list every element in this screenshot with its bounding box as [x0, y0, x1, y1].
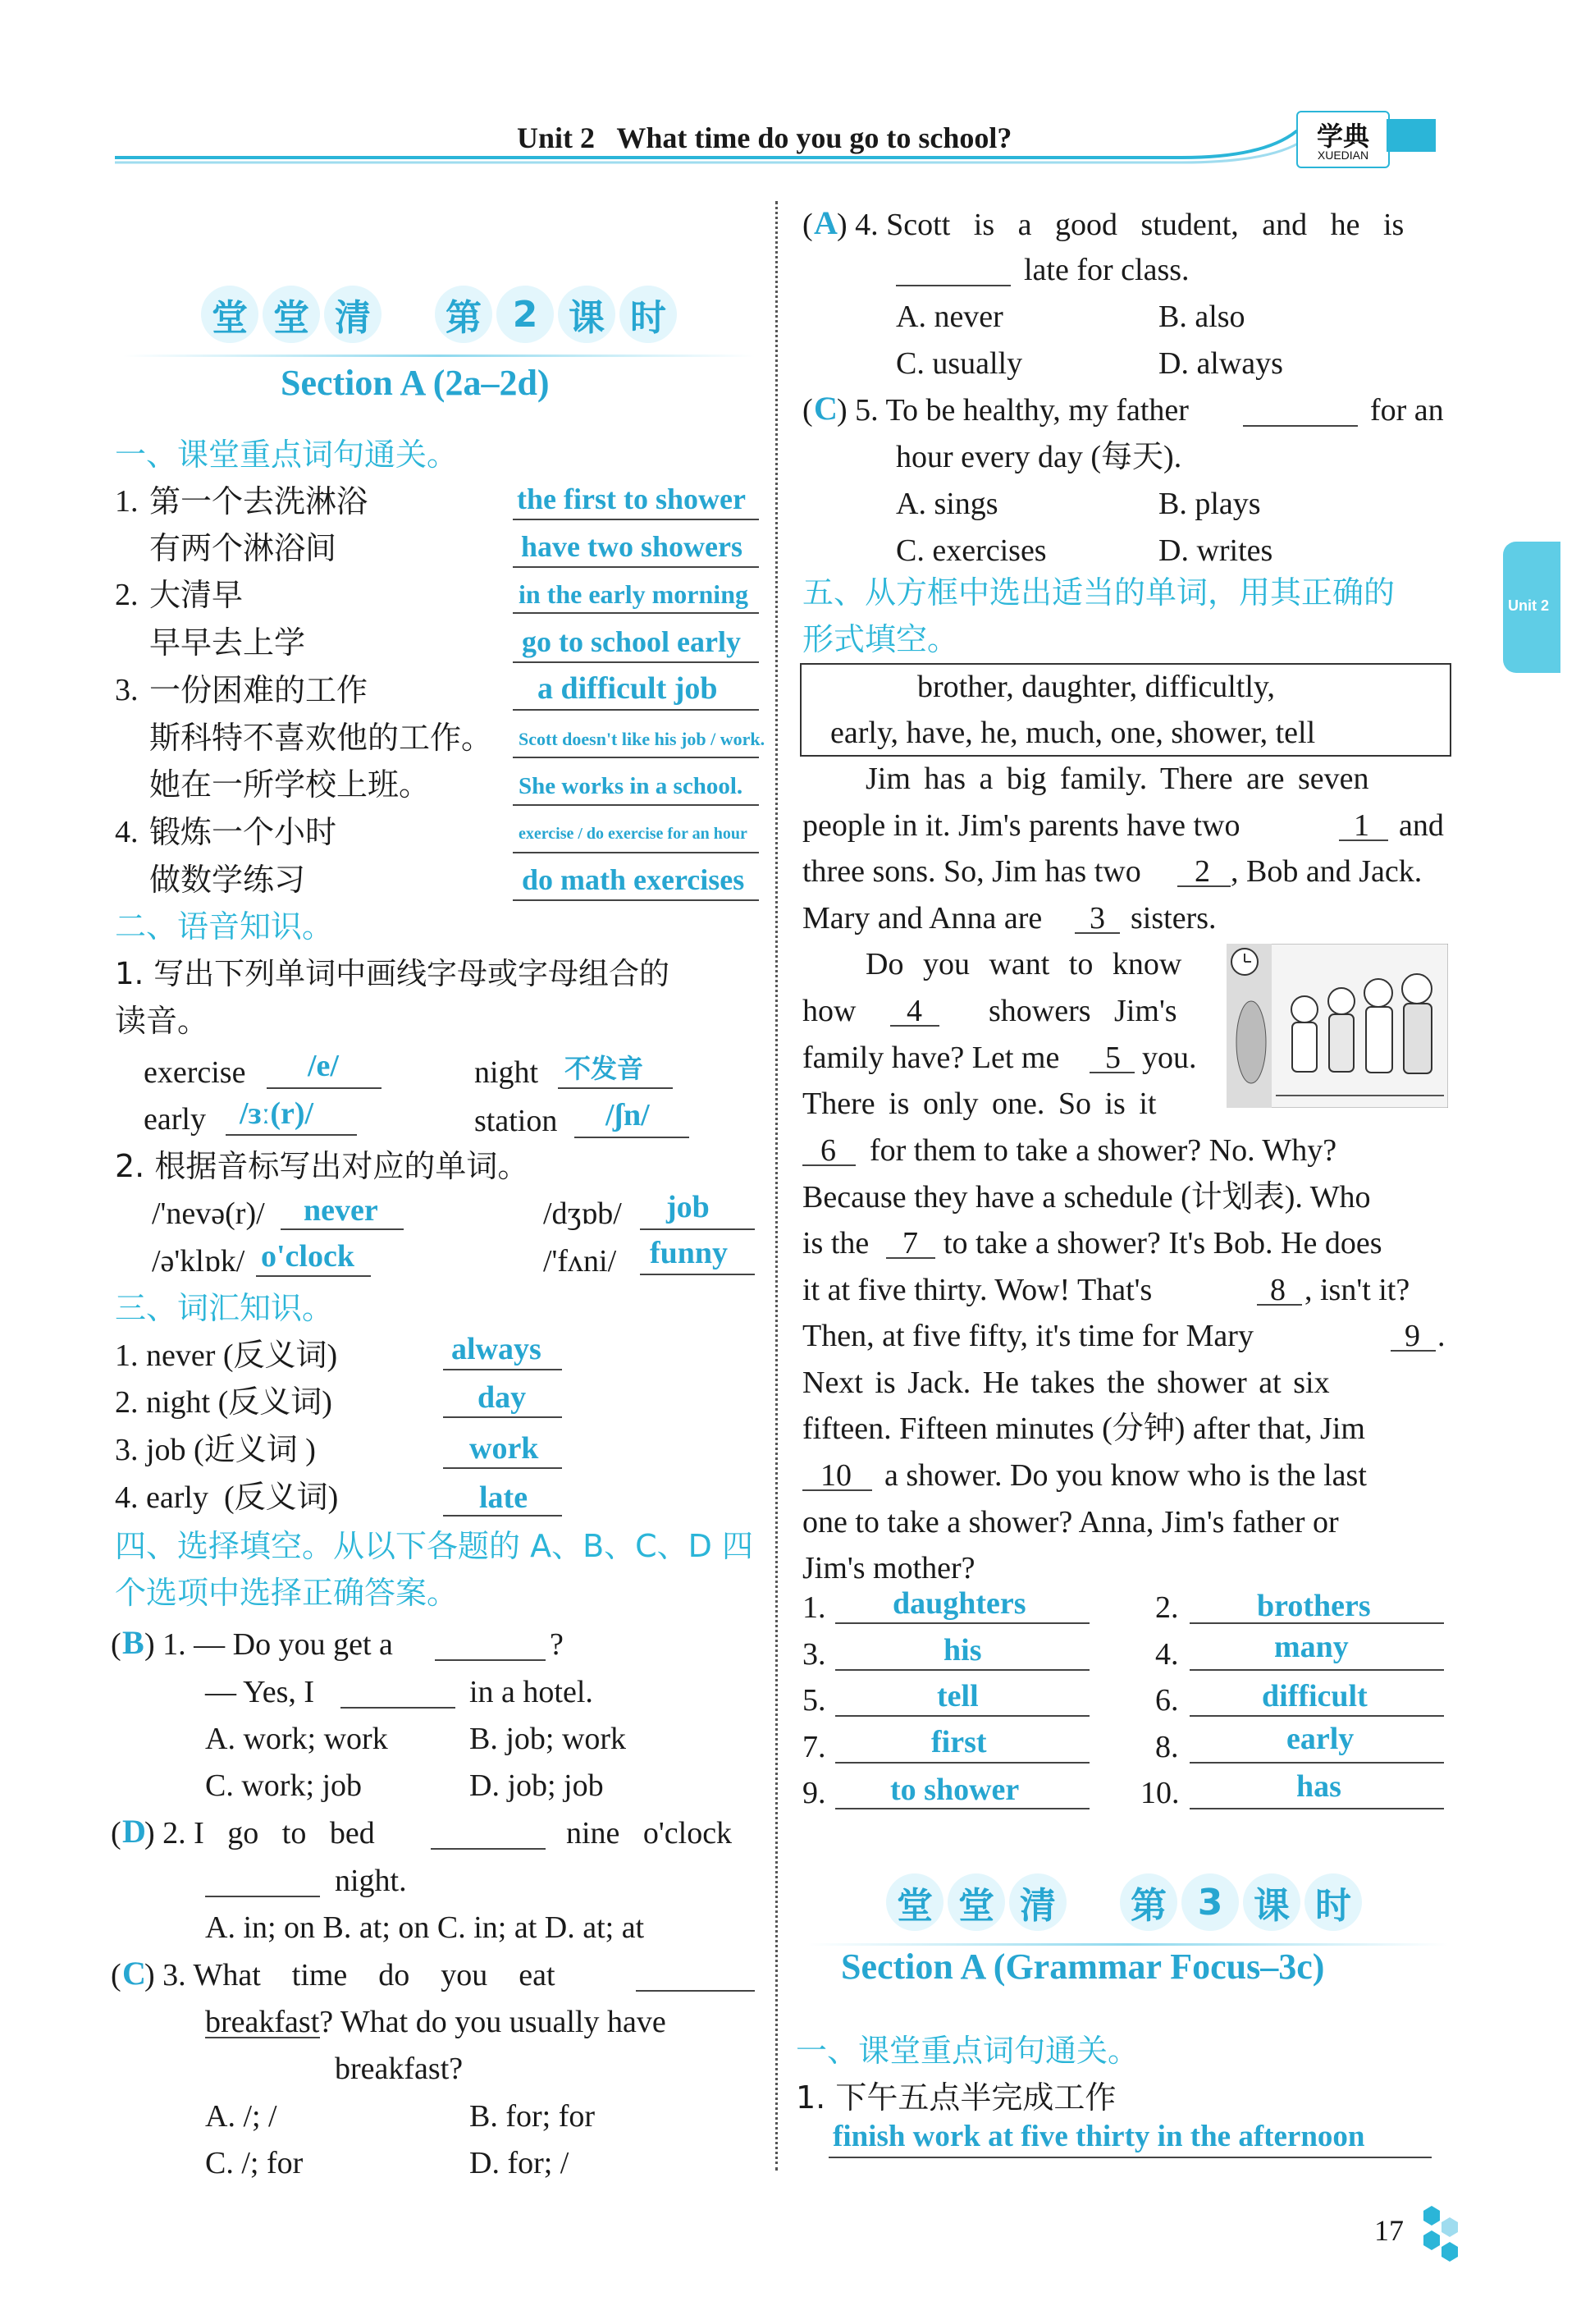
family-illustration-image — [1227, 944, 1448, 1108]
paren-open: ( — [111, 1816, 121, 1851]
banner-char: 时 — [619, 286, 677, 343]
answer-num: 10. — [1140, 1776, 1180, 1810]
answer-line — [835, 1669, 1090, 1671]
lesson3-section-title: Section A (Grammar Focus–3c) — [841, 1947, 1325, 1987]
banner-underline — [123, 355, 755, 357]
blank-number: 4 — [907, 994, 922, 1028]
answer-line — [1190, 1622, 1444, 1624]
passage-line: people in it. Jim's parents have two — [802, 808, 1240, 843]
item-cn: 第一个去洗淋浴 — [149, 483, 368, 519]
passage-line: a shower. Do you know who is the last — [884, 1458, 1367, 1493]
passage-line: family have? Let me — [802, 1041, 1060, 1075]
vocab-answer: day — [477, 1380, 527, 1415]
answer-line — [1190, 1669, 1444, 1671]
question-blank — [435, 1659, 546, 1661]
question-blank — [205, 2037, 320, 2038]
paren-open: ( — [802, 393, 813, 428]
passage-line: one to take a shower? Anna, Jim's father or — [802, 1505, 1339, 1539]
lesson3-a1: finish work at five thirty in the afternoon — [833, 2120, 1365, 2153]
part4-heading-1: 四、选择填空。从以下各题的 A、B、C、D 四 — [115, 1528, 754, 1564]
answer-line — [835, 1808, 1090, 1809]
answer-line — [513, 804, 759, 806]
question-text: ) 2. I go to bed — [144, 1816, 375, 1851]
vocab-answer: always — [451, 1332, 541, 1366]
word: exercise — [144, 1055, 246, 1090]
answer-num: 5. — [802, 1683, 826, 1718]
item-num: 2. — [115, 578, 139, 612]
banner-char: 3 — [1181, 1873, 1239, 1931]
option: B. for; for — [469, 2099, 596, 2134]
banner-char: 课 — [558, 286, 615, 343]
item-answer: Scott doesn't like his job / work. — [519, 729, 765, 749]
side-tab — [1503, 542, 1560, 673]
phonetic: /ə'klɒk/ — [152, 1244, 245, 1279]
option: A. in; on B. at; on C. in; at D. at; at — [205, 1910, 645, 1945]
option: A. never — [896, 300, 1003, 334]
part5-heading-1: 五、从方框中选出适当的单词，用其正确的 — [802, 574, 1396, 611]
question-text: breakfast? — [335, 2052, 464, 2086]
passage-line: There is only one. So is it — [802, 1087, 1157, 1121]
item-cn: 有两个淋浴间 — [149, 530, 337, 566]
page-number: 17 — [1374, 2214, 1404, 2247]
banner-char: 课 — [1243, 1873, 1300, 1931]
option: C. exercises — [896, 533, 1047, 568]
answer-line — [1190, 1762, 1444, 1764]
option: D. always — [1158, 346, 1283, 381]
answer-num: 7. — [802, 1730, 826, 1764]
brand-logo — [1296, 111, 1390, 168]
passage-line: Do you want to know — [866, 947, 1182, 981]
vocab-answer: work — [469, 1431, 539, 1466]
blank-number: 2 — [1195, 854, 1210, 889]
lesson2-section-title: Section A (2a–2d) — [281, 363, 550, 403]
brand-en: XUEDIAN — [1317, 149, 1369, 162]
answer-line — [443, 1515, 562, 1517]
passage-line: , isn't it? — [1304, 1273, 1410, 1307]
answer-line — [513, 852, 759, 853]
question-blank — [896, 285, 1011, 286]
answer-line — [267, 1087, 382, 1089]
option: B. also — [1158, 300, 1245, 334]
blank-number: 3 — [1090, 901, 1105, 936]
answer-line — [574, 1137, 689, 1138]
answer-text: to shower — [890, 1773, 1020, 1807]
question-blank — [1243, 425, 1358, 427]
banner-underline — [808, 1943, 1448, 1946]
item-answer: have two showers — [521, 530, 742, 563]
item-num: 4. — [115, 815, 139, 849]
word-answer: /ɜː(r)/ — [240, 1096, 314, 1131]
answer-line — [256, 1275, 371, 1277]
blank-number: 10 — [820, 1458, 852, 1493]
question-text: ) 1. — Do you get a — [144, 1627, 393, 1662]
part3-heading: 三、词汇知识。 — [115, 1290, 334, 1326]
blank-number: 6 — [820, 1133, 836, 1168]
item-cn: 斯科特不喜欢他的工作。 — [149, 720, 493, 756]
phonetic-answer: never — [304, 1193, 378, 1228]
vocab-question: 4. early (反义词) — [115, 1480, 339, 1515]
phonetic-answer: funny — [650, 1236, 729, 1270]
vocab-question: 3. job (近义词 ) — [115, 1433, 316, 1467]
item-cn: 她在一所学校上班。 — [149, 766, 431, 803]
banner-char: 堂 — [263, 286, 320, 343]
passage-line: for them to take a shower? No. Why? — [870, 1133, 1337, 1168]
answer-num: 3. — [802, 1637, 826, 1672]
paren-open: ( — [111, 1958, 121, 1992]
question-text: ) 4. Scott is a good student, and he is — [837, 208, 1405, 242]
question-text: ) 3. What time do you eat — [144, 1958, 555, 1992]
side-tab-label: Unit 2 — [1508, 597, 1550, 614]
phonetic: /dʒɒb/ — [543, 1196, 622, 1231]
question-text: night. — [335, 1864, 407, 1898]
paren-open: ( — [802, 208, 813, 242]
item-cn: 一份困难的工作 — [149, 672, 368, 708]
answer-line — [640, 1274, 755, 1275]
part4-heading-2: 个选项中选择正确答案。 — [115, 1575, 459, 1611]
question-blank — [340, 1707, 455, 1709]
answer-text: brothers — [1257, 1589, 1371, 1623]
question-text: late for class. — [1024, 253, 1190, 287]
answer-line — [281, 1228, 404, 1230]
question-blank — [205, 1896, 320, 1897]
choice-answer: C — [814, 390, 838, 427]
answer-line — [513, 899, 759, 901]
item-answer: a difficult job — [537, 671, 718, 706]
choice-answer: A — [814, 204, 838, 241]
question-text: nine o'clock — [566, 1816, 733, 1851]
item-num: 1. — [115, 484, 139, 519]
phonetic: /'nevə(r)/ — [152, 1196, 265, 1231]
answer-line — [829, 2157, 1432, 2158]
answer-line — [513, 566, 759, 568]
option: C. usually — [896, 346, 1023, 381]
vocab-question: 1. never (反义词) — [115, 1338, 338, 1373]
vocab-question: 2. night (反义词) — [115, 1385, 332, 1420]
answer-line — [640, 1228, 755, 1230]
answer-line — [513, 709, 759, 711]
passage-line: Next is Jack. He takes the shower at six — [802, 1366, 1330, 1400]
passage-line: how — [802, 994, 857, 1028]
banner-char: 清 — [1009, 1873, 1067, 1931]
lesson3-heading: 一、课堂重点词句通关。 — [796, 2033, 1140, 2069]
passage-line: sisters. — [1131, 901, 1217, 936]
part2-q2: 2. 根据音标写出对应的单词。 — [115, 1148, 529, 1184]
banner-char: 堂 — [948, 1873, 1005, 1931]
answer-num: 9. — [802, 1776, 826, 1810]
passage-line: Jim has a big family. There are seven — [866, 762, 1369, 796]
option: D. job; job — [469, 1768, 604, 1803]
passage-period: . — [1437, 1319, 1446, 1353]
passage-line: Jim's mother? — [802, 1551, 975, 1585]
option: D. for; / — [469, 2146, 569, 2180]
answer-text: daughters — [893, 1586, 1026, 1621]
word: early — [144, 1102, 206, 1137]
banner-char: 第 — [435, 286, 492, 343]
answer-text: early — [1286, 1722, 1355, 1756]
passage-line: it at five thirty. Wow! That's — [802, 1273, 1153, 1307]
lesson3-banner — [845, 1867, 1403, 1941]
phonetic-answer: job — [666, 1190, 710, 1224]
item-answer: She works in a school. — [519, 773, 743, 799]
item-cn: 早早去上学 — [149, 624, 306, 661]
banner-char: 堂 — [201, 286, 258, 343]
part5-heading-2: 形式填空。 — [802, 621, 959, 657]
answer-line — [835, 1715, 1090, 1717]
banner-char: 第 — [1120, 1873, 1177, 1931]
brand-cn: 学典 — [1316, 121, 1369, 152]
vocab-answer: late — [479, 1480, 528, 1515]
word-box-line-1: brother, daughter, difficultly, — [917, 670, 1275, 704]
option: A. /; / — [205, 2099, 277, 2134]
choice-answer: C — [122, 1955, 146, 1992]
question-text: ) 5. To be healthy, my father — [837, 393, 1189, 428]
part2-q1b: 读音。 — [115, 1003, 209, 1039]
answer-line — [443, 1369, 562, 1370]
item-cn: 锻炼一个小时 — [149, 814, 337, 850]
question-text: — Yes, I — [205, 1675, 315, 1709]
item-answer: do math exercises — [522, 863, 745, 896]
banner-char: 清 — [324, 286, 382, 343]
header-accent-bar — [1387, 119, 1436, 152]
header-title: Unit 2 What time do you go to school? — [517, 121, 1012, 154]
answer-line — [558, 1087, 673, 1089]
word: station — [474, 1104, 558, 1138]
passage-line: and — [1399, 808, 1444, 843]
passage-line: Because they have a schedule (计划表). Who — [802, 1180, 1371, 1215]
answer-line — [443, 1416, 562, 1418]
question-text: breakfast? What do you usually have — [205, 2005, 666, 2039]
answer-line — [513, 661, 759, 663]
banner-char: 2 — [496, 286, 554, 343]
answer-line — [513, 757, 759, 758]
passage-line: Mary and Anna are — [802, 901, 1043, 936]
blank-number: 1 — [1354, 808, 1369, 843]
answer-text: first — [931, 1725, 987, 1759]
part2-q1: 1. 写出下列单词中画线字母或字母组合的 — [115, 956, 670, 991]
option: A. sings — [896, 487, 998, 521]
passage-line: showers Jim's — [989, 994, 1177, 1028]
item-num: 3. — [115, 673, 139, 707]
question-text: for an — [1370, 393, 1444, 428]
phonetic-answer: o'clock — [261, 1239, 354, 1274]
phonetic: /'fʌni/ — [543, 1244, 617, 1279]
answer-text: his — [943, 1633, 982, 1668]
passage-line: you. — [1142, 1041, 1197, 1075]
item-cn: 大清早 — [149, 577, 244, 613]
question-text: hour every day (每天). — [896, 440, 1182, 474]
passage-line: Then, at five fifty, it's time for Mary — [802, 1319, 1254, 1353]
item-cn: 做数学练习 — [149, 862, 306, 898]
family-illustration — [1227, 944, 1448, 1108]
word-box-line-2: early, have, he, much, one, shower, tell — [830, 716, 1316, 750]
answer-text: difficult — [1262, 1679, 1368, 1713]
item-answer: exercise / do exercise for an hour — [519, 825, 747, 843]
question-blank — [431, 1848, 546, 1850]
answer-line — [513, 612, 759, 614]
item-answer: the first to shower — [517, 483, 746, 515]
choice-answer: D — [122, 1813, 146, 1850]
word-answer: /e/ — [308, 1049, 339, 1083]
lesson3-q1: 1. 下午五点半完成工作 — [796, 2079, 1117, 2116]
question-blank — [636, 1990, 755, 1992]
answer-num: 1. — [802, 1590, 826, 1625]
column-divider — [775, 201, 778, 2171]
option: B. job; work — [469, 1722, 627, 1756]
passage-line: fifteen. Fifteen minutes (分钟) after that, Jim — [802, 1411, 1365, 1446]
answer-line — [835, 1762, 1090, 1764]
blank-number: 5 — [1105, 1041, 1121, 1075]
answer-line — [835, 1622, 1090, 1624]
banner-char: 堂 — [886, 1873, 943, 1931]
answer-line — [1190, 1808, 1444, 1809]
answer-num: 6. — [1155, 1683, 1179, 1718]
option: C. work; job — [205, 1768, 363, 1803]
item-answer: in the early morning — [519, 579, 748, 609]
option: B. plays — [1158, 487, 1261, 521]
choice-answer: B — [122, 1624, 144, 1661]
paren-open: ( — [111, 1627, 121, 1662]
answer-line — [1190, 1715, 1444, 1717]
passage-line: three sons. So, Jim has two — [802, 854, 1141, 889]
option: D. writes — [1158, 533, 1273, 568]
passage-line: , Bob and Jack. — [1231, 854, 1423, 889]
answer-text: many — [1274, 1630, 1349, 1664]
blank-number: 9 — [1405, 1319, 1420, 1353]
blank-number: 7 — [902, 1226, 918, 1260]
question-text: in a hotel. — [469, 1675, 593, 1709]
word-answer: 不发音 — [564, 1054, 644, 1083]
banner-char: 时 — [1304, 1873, 1362, 1931]
item-answer: go to school early — [522, 625, 741, 658]
lesson2-banner — [164, 279, 706, 353]
part1-heading: 一、课堂重点词句通关。 — [115, 437, 459, 473]
answer-num: 4. — [1155, 1637, 1179, 1672]
answer-line — [443, 1467, 562, 1469]
answer-num: 2. — [1155, 1590, 1179, 1625]
word: night — [474, 1055, 539, 1090]
page-hexagons — [1407, 2199, 1473, 2265]
answer-line — [226, 1134, 357, 1136]
blank-number: 8 — [1270, 1273, 1286, 1307]
answer-text: tell — [937, 1679, 979, 1713]
option: C. /; for — [205, 2146, 304, 2180]
answer-line — [513, 519, 759, 520]
answer-num: 8. — [1155, 1730, 1179, 1764]
word-answer: /ʃn/ — [605, 1098, 650, 1132]
option: A. work; work — [205, 1722, 388, 1756]
passage-line: to take a shower? It's Bob. He does — [943, 1226, 1382, 1260]
part2-heading: 二、语音知识。 — [115, 908, 334, 945]
passage-line: is the — [802, 1226, 870, 1260]
question-text: ? — [550, 1627, 564, 1662]
answer-text: has — [1296, 1769, 1341, 1804]
